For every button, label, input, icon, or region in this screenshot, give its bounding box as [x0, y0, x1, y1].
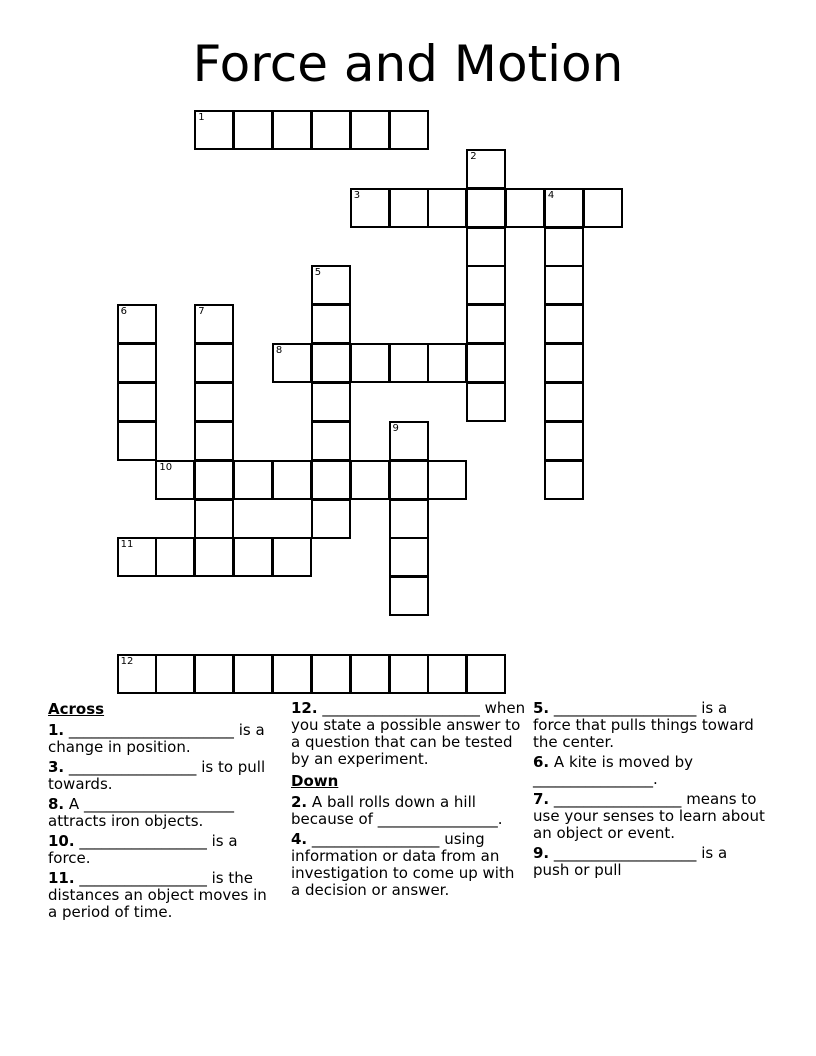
crossword-cell[interactable] [155, 537, 195, 577]
crossword-cell[interactable] [389, 499, 429, 539]
clue-number: 6. [533, 753, 550, 771]
crossword-cell[interactable] [389, 460, 429, 500]
crossword-cell[interactable] [194, 382, 234, 422]
crossword-cell[interactable] [194, 304, 234, 344]
crossword-cell[interactable] [544, 188, 584, 228]
clue-down-4 [291, 831, 527, 899]
crossword-cell[interactable] [194, 110, 234, 150]
clue-number: 1. [48, 721, 65, 739]
clue-down-7 [533, 791, 765, 842]
clue-text: A ____________________ attracts iron objects. [48, 795, 234, 830]
clue-number: 10. [48, 832, 75, 850]
clue-number: 9. [533, 844, 550, 862]
crossword-cell[interactable] [466, 265, 506, 305]
crossword-cell[interactable] [117, 343, 157, 383]
clues-column-2 [291, 700, 527, 902]
crossword-cell[interactable] [350, 654, 390, 694]
clue-number: 12. [291, 699, 318, 717]
cell-number: 8 [275, 345, 283, 357]
cell-number: 6 [120, 306, 127, 318]
crossword-cell[interactable] [117, 421, 157, 461]
clue-number: 3. [48, 758, 65, 776]
clue-text: _________________ means to use your senses to learn about an object or event. [533, 790, 765, 842]
crossword-cell[interactable] [427, 460, 467, 500]
crossword-cell[interactable] [544, 265, 584, 305]
clues-column-3 [533, 700, 765, 882]
crossword-cell[interactable] [389, 576, 429, 616]
cell-number: 9 [392, 422, 399, 434]
clue-text: _________________ is to pull towards. [48, 758, 266, 793]
crossword-cell[interactable] [311, 304, 351, 344]
clue-across-1 [48, 722, 280, 756]
cell-number: 7 [198, 306, 205, 318]
crossword-cell[interactable] [311, 343, 351, 383]
crossword-cell[interactable] [311, 460, 351, 500]
crossword-cell[interactable] [544, 227, 584, 267]
clue-text: _____________________ when you state a possible answer to a question that can be tested by an experiment. [291, 699, 526, 768]
crossword-cell[interactable] [233, 654, 273, 694]
clue-number: 5. [533, 699, 550, 717]
crossword-cell[interactable] [194, 654, 234, 694]
crossword-cell[interactable] [194, 499, 234, 539]
crossword-cell[interactable] [117, 537, 157, 577]
cell-number: 12 [120, 655, 134, 667]
crossword-cell[interactable] [117, 654, 157, 694]
clue-number: 7. [533, 790, 550, 808]
crossword-cell[interactable] [427, 343, 467, 383]
crossword-cell[interactable] [272, 654, 312, 694]
crossword-cell[interactable] [311, 382, 351, 422]
clue-down-2 [291, 794, 527, 828]
crossword-cell[interactable] [272, 537, 312, 577]
clue-across-12 [291, 700, 527, 768]
crossword-cell[interactable] [272, 110, 312, 150]
crossword-cell[interactable] [466, 382, 506, 422]
clue-across-10 [48, 833, 280, 867]
crossword-cell[interactable] [544, 343, 584, 383]
cell-number: 10 [159, 461, 173, 473]
crossword-cell[interactable] [544, 460, 584, 500]
clue-text: _________________ using information or data from an investigation to come up with a decision or answer. [291, 830, 515, 899]
crossword-cell[interactable] [272, 460, 312, 500]
crossword-cell[interactable] [155, 460, 195, 500]
crossword-cell[interactable] [427, 654, 467, 694]
crossword-cell[interactable] [233, 537, 273, 577]
crossword-cell[interactable] [389, 343, 429, 383]
crossword-cell[interactable] [194, 421, 234, 461]
across-heading: Across [48, 700, 105, 718]
crossword-cell[interactable] [389, 654, 429, 694]
crossword-cell[interactable] [427, 188, 467, 228]
crossword-cell[interactable] [311, 265, 351, 305]
clue-text: A ball rolls down a hill because of ________________. [291, 793, 503, 828]
crossword-cell[interactable] [194, 343, 234, 383]
clue-down-9 [533, 845, 765, 879]
crossword-cell[interactable] [233, 460, 273, 500]
clue-down-5 [533, 700, 765, 751]
clue-number: 11. [48, 869, 75, 887]
cell-number: 1 [198, 112, 205, 123]
clue-text: ___________________ is a force that pulls things toward the center. [533, 699, 754, 751]
clue-across-11 [48, 870, 280, 921]
clue-across-3 [48, 759, 280, 793]
crossword-cell[interactable] [389, 188, 429, 228]
crossword-cell[interactable] [389, 421, 429, 461]
cell-number: 2 [470, 150, 477, 162]
clue-number: 2. [291, 793, 308, 811]
crossword-cell[interactable] [544, 421, 584, 461]
crossword-cell[interactable] [350, 188, 390, 228]
cell-number: 3 [353, 189, 361, 201]
crossword-cell[interactable] [311, 654, 351, 694]
clue-across-8 [48, 796, 280, 830]
crossword-cell[interactable] [583, 188, 623, 228]
clue-text: ___________________ is a push or pull [533, 844, 728, 879]
crossword-cell[interactable] [466, 304, 506, 344]
crossword-cell[interactable] [233, 110, 273, 150]
crossword-cell[interactable] [350, 110, 390, 150]
crossword-cell[interactable] [350, 460, 390, 500]
crossword-cell[interactable] [194, 537, 234, 577]
clue-text: ______________________ is a change in position. [48, 721, 265, 756]
crossword-cell[interactable] [544, 304, 584, 344]
crossword-cell[interactable] [155, 654, 195, 694]
crossword-cell[interactable] [117, 382, 157, 422]
crossword-cell[interactable] [350, 343, 390, 383]
cell-number: 11 [120, 539, 134, 551]
crossword-cell[interactable] [466, 654, 506, 694]
clue-text: _________________ is a force. [48, 832, 238, 867]
clue-text: A kite is moved by ________________. [533, 753, 694, 788]
clue-down-6 [533, 754, 765, 788]
cell-number: 5 [314, 267, 322, 279]
crossword-cell[interactable] [389, 537, 429, 577]
crossword-cell[interactable] [194, 460, 234, 500]
clue-text: _________________ is the distances an object moves in a period of time. [48, 869, 267, 921]
puzzle-title: Force and Motion [192, 35, 624, 93]
crossword-cell[interactable] [544, 382, 584, 422]
down-heading: Down [291, 772, 339, 790]
crossword-cell[interactable] [311, 421, 351, 461]
crossword-cell[interactable] [311, 110, 351, 150]
clue-number: 8. [48, 795, 65, 813]
crossword-cell[interactable] [466, 188, 506, 228]
clue-number: 4. [291, 830, 308, 848]
crossword-cell[interactable] [117, 304, 157, 344]
crossword-cell[interactable] [466, 343, 506, 383]
crossword-cell[interactable] [466, 227, 506, 267]
crossword-cell[interactable] [389, 110, 429, 150]
clues-column-1 [48, 700, 280, 924]
crossword-cell[interactable] [466, 149, 506, 189]
crossword-cell[interactable] [311, 499, 351, 539]
cell-number: 4 [547, 189, 555, 201]
crossword-cell[interactable] [272, 343, 312, 383]
crossword-cell[interactable] [505, 188, 545, 228]
